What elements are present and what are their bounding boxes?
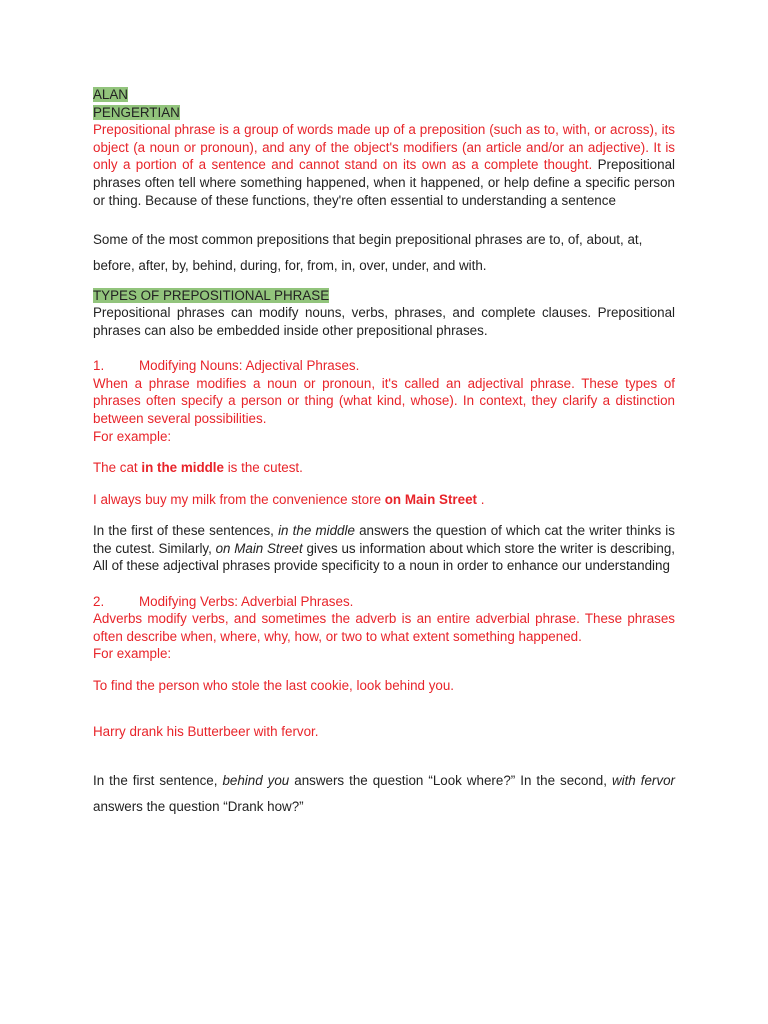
- section1-explanation: [93, 522, 675, 575]
- common-prepositions-paragraph: Some of the most common prepositions that begin prepositional phrases are to, of, about, at, before, after, by, behind, during, for, from, in, over, under, and with.: [93, 231, 643, 273]
- author-name-highlight: ALAN: [93, 87, 128, 102]
- section1-number: 1.: [93, 358, 105, 374]
- types-description: Prepositional phrases can modify nouns, verbs, phrases, and complete clauses. Prepositional phrases can also be embedded inside other prepositional phrases.: [93, 305, 675, 338]
- definition-paragraph: [93, 121, 675, 209]
- document-content: [93, 86, 675, 820]
- explanation-1-part-3: gives us information about which store the writer is describing, All of these adjectival phrases provide specificity to a noun in order to enhance our understanding: [93, 540, 675, 574]
- explanation-1-part-1: In the first of these sentences,: [93, 523, 279, 539]
- section1-for-example: For example:: [93, 428, 172, 444]
- explanation-2-part-2: answers the question “Look where?” In the second,: [289, 773, 612, 789]
- example-1-bold: in the middle: [141, 460, 224, 476]
- definition-rest-text: Prepositional phrases often tell where something happened, when it happened, or help define a specific person or thing. Because of these functions, they're often essential to understanding a sentence: [93, 157, 676, 208]
- section2-title: Modifying Verbs: Adverbial Phrases.: [139, 593, 354, 609]
- pengertian-heading: [93, 104, 675, 122]
- types-heading-highlight: TYPES OF PREPOSITIONAL PHRASE: [93, 287, 330, 303]
- types-heading: [93, 287, 675, 305]
- author-name: [93, 86, 675, 104]
- explanation-2-italic-1: behind you: [222, 773, 290, 789]
- example-1-pre: The cat: [93, 460, 142, 476]
- section2-example-2: Harry drank his Butterbeer with fervor.: [93, 723, 319, 739]
- example-1-post: is the cutest.: [223, 460, 303, 476]
- example-2-pre: I always buy my milk from the convenience store: [93, 491, 385, 507]
- definition-red-text: Prepositional phrase is a group of words made up of a preposition (such as to, with, or across), its object (a noun or pronoun), and any of the object's modifiers (an article and/or an adjective). It is only a portion of a sentence and cannot stand on its own as a complete thought.: [93, 122, 675, 173]
- section2-heading: [93, 593, 675, 611]
- explanation-2-part-3: answers the question “Drank how?”: [93, 799, 304, 815]
- section2-number: 2.: [93, 593, 105, 609]
- section1-heading: [93, 357, 675, 375]
- explanation-2-part-1: In the first sentence,: [93, 773, 223, 789]
- section2-for-example: For example:: [93, 646, 172, 662]
- explanation-1-italic-1: in the middle: [278, 523, 355, 539]
- section1-body: When a phrase modifies a noun or pronoun, it's called an adjectival phrase. These types of phrases often specify a person or thing (what kind, whose). In context, they clarify a distinction between several possibilities.: [93, 375, 675, 426]
- explanation-2-italic-2: with fervor: [611, 773, 675, 789]
- explanation-1-italic-2: on Main Street: [215, 540, 303, 556]
- example-2-bold: on Main Street: [384, 491, 477, 507]
- example-2-post: .: [477, 491, 485, 507]
- pengertian-highlight: PENGERTIAN: [93, 104, 180, 120]
- section2-explanation: [93, 768, 675, 820]
- section1-example-1: [93, 459, 675, 477]
- section2-body: Adverbs modify verbs, and sometimes the adverb is an entire adverbial phrase. These phrases often describe when, where, why, how, or two to what extent something happened.: [93, 611, 675, 644]
- explanation-1-part-2: answers the question of which cat the writer thinks is the cutest. Similarly,: [93, 523, 675, 556]
- section1-title: Modifying Nouns: Adjectival Phrases.: [139, 358, 360, 374]
- section1-example-2: [93, 491, 675, 509]
- section2-example-1: To find the person who stole the last cookie, look behind you.: [93, 678, 455, 694]
